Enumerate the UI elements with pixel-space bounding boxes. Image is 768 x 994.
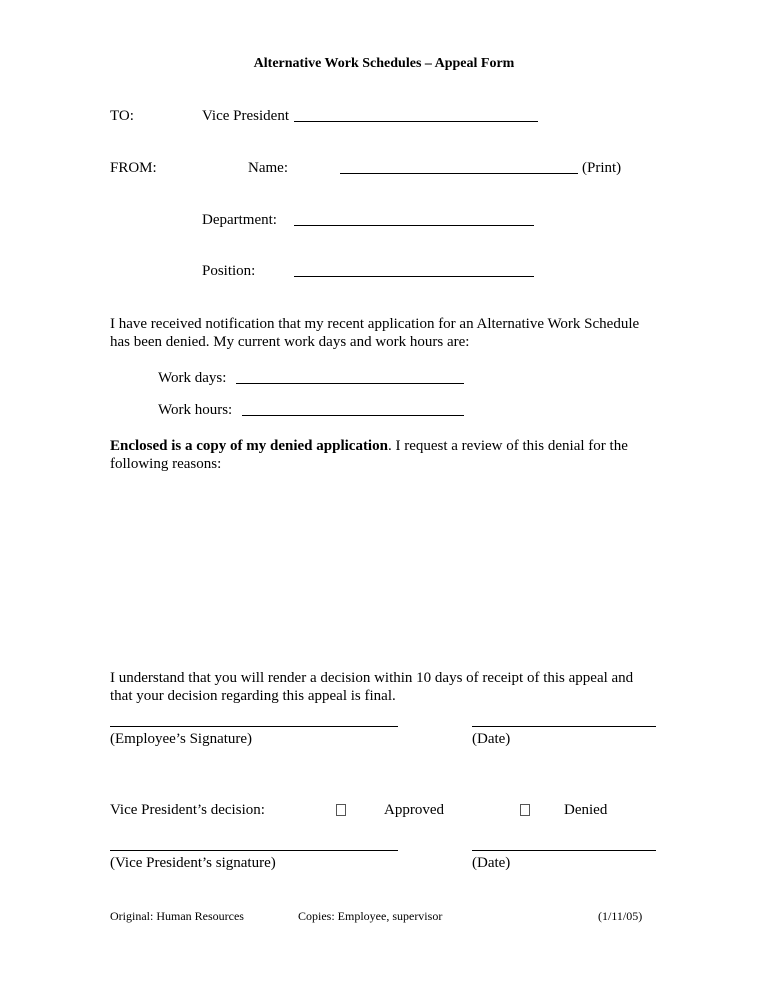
denied-checkbox[interactable] <box>520 804 530 816</box>
employee-date-label: (Date) <box>472 731 511 747</box>
footer-date: (1/11/05) <box>598 909 643 923</box>
vp-signature-field[interactable] <box>110 850 398 851</box>
vice-president-label: Vice President <box>202 108 289 124</box>
vice-president-field[interactable] <box>294 121 538 122</box>
work-days-field[interactable] <box>236 383 464 384</box>
reasons-area[interactable] <box>110 480 658 660</box>
name-label: Name: <box>248 160 288 176</box>
position-field[interactable] <box>294 276 534 277</box>
to-label: TO: <box>110 108 134 124</box>
enclosed-line-1 <box>110 437 628 455</box>
approved-label: Approved <box>384 802 444 818</box>
name-field[interactable] <box>340 173 578 174</box>
work-hours-label: Work hours: <box>158 402 233 418</box>
employee-signature-label: (Employee’s Signature) <box>110 731 253 747</box>
employee-signature-field[interactable] <box>110 726 398 727</box>
enclosed-rest-text: . I request a review of this denial for the <box>387 438 628 454</box>
footer-original: Original: Human Resources <box>110 909 244 923</box>
footer-copies: Copies: Employee, supervisor <box>298 909 443 923</box>
vp-decision-label: Vice President’s decision: <box>110 802 265 818</box>
understand-line-2: that your decision regarding this appeal is final. <box>110 688 396 704</box>
print-note: (Print) <box>582 160 622 176</box>
department-label: Department: <box>202 212 277 228</box>
from-label: FROM: <box>110 160 157 176</box>
enclosed-bold-text: Enclosed is a copy of my denied application <box>110 438 388 454</box>
work-hours-field[interactable] <box>242 415 464 416</box>
denied-label: Denied <box>564 802 608 818</box>
form-title: Alternative Work Schedules – Appeal Form <box>253 56 515 71</box>
notice-line-2: has been denied. My current work days and work hours are: <box>110 334 470 350</box>
department-field[interactable] <box>294 225 534 226</box>
enclosed-line-2: following reasons: <box>110 456 222 472</box>
work-days-label: Work days: <box>158 370 227 386</box>
position-label: Position: <box>202 263 256 279</box>
notice-line-1: I have received notification that my recent application for an Alternative Work Schedule <box>110 316 640 332</box>
understand-line-1: I understand that you will render a decision within 10 days of receipt of this appeal and <box>110 670 634 686</box>
vp-date-field[interactable] <box>472 850 656 851</box>
approved-checkbox[interactable] <box>336 804 346 816</box>
employee-date-field[interactable] <box>472 726 656 727</box>
vp-signature-label: (Vice President’s signature) <box>110 855 276 871</box>
vp-date-label: (Date) <box>472 855 511 871</box>
